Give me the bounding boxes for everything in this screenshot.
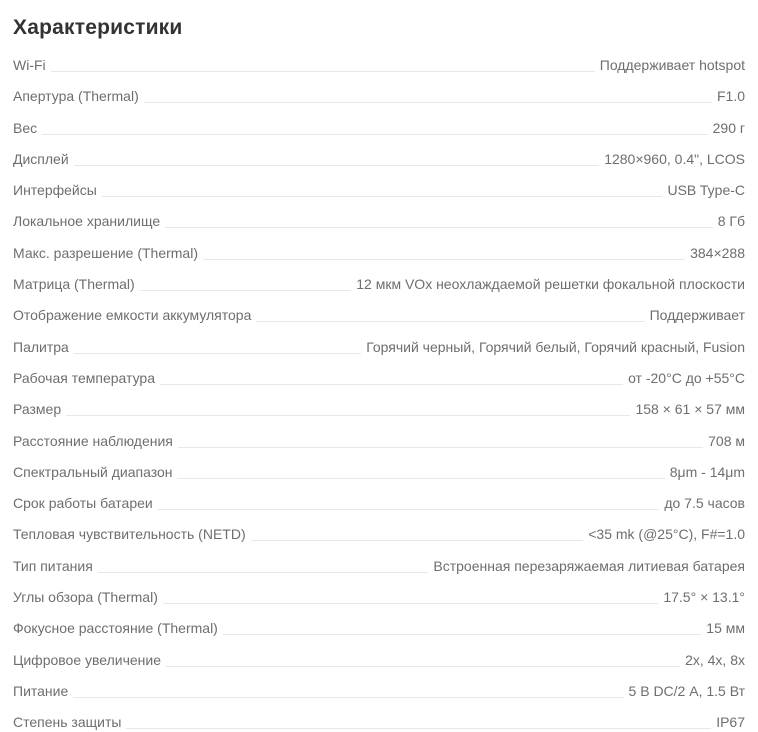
spec-row <box>13 488 745 519</box>
spec-row <box>13 707 745 732</box>
spec-label: Апертура (Thermal) <box>13 88 139 105</box>
spec-label: Тепловая чувствительность (NETD) <box>13 526 246 543</box>
spec-row <box>13 519 745 550</box>
spec-row <box>13 582 745 613</box>
spec-value: 15 мм <box>706 620 745 637</box>
spec-row <box>13 363 745 394</box>
spec-row <box>13 332 745 363</box>
spec-label: Рабочая температура <box>13 369 155 386</box>
spec-value: до 7.5 часов <box>664 495 745 512</box>
spec-value: 384×288 <box>690 244 745 261</box>
spec-row <box>13 613 745 644</box>
leader-line <box>98 572 429 573</box>
spec-label: Срок работы батареи <box>13 495 153 512</box>
spec-label: Размер <box>13 401 62 418</box>
spec-label: Вес <box>13 119 38 136</box>
spec-row <box>13 238 745 269</box>
spec-row <box>13 426 745 457</box>
spec-value: 290 г <box>712 119 745 136</box>
leader-line <box>163 603 658 604</box>
leader-line <box>160 384 623 385</box>
spec-row <box>13 551 745 582</box>
leader-line <box>144 102 712 103</box>
spec-table <box>13 50 745 732</box>
leader-line <box>251 540 584 541</box>
leader-line <box>74 165 600 166</box>
leader-line <box>51 71 595 72</box>
leader-line <box>203 259 685 260</box>
leader-line <box>126 728 711 729</box>
spec-value: USB Type-C <box>667 182 745 199</box>
leader-line <box>74 353 361 354</box>
leader-line <box>66 415 630 416</box>
spec-value: 12 мкм VOx неохлаждаемой решетки фокальной плоскости <box>356 276 745 293</box>
spec-row <box>13 113 745 144</box>
spec-value: 708 м <box>708 432 745 449</box>
spec-value: IP67 <box>716 714 745 731</box>
spec-row <box>13 394 745 425</box>
spec-label: Wi-Fi <box>13 57 46 73</box>
spec-label: Питание <box>13 682 69 699</box>
leader-line <box>223 634 701 635</box>
spec-label: Макс. разрешение (Thermal) <box>13 244 198 261</box>
leader-line <box>158 509 660 510</box>
spec-value: 5 В DC/2 А, 1.5 Вт <box>628 682 745 699</box>
section-title: Характеристики <box>13 16 183 39</box>
leader-line <box>178 447 703 448</box>
spec-row <box>13 50 745 81</box>
leader-line <box>165 227 713 228</box>
spec-value: 158 × 61 × 57 мм <box>635 401 745 418</box>
spec-value: Встроенная перезаряжаемая литиевая батарея <box>433 557 745 574</box>
spec-row <box>13 175 745 206</box>
spec-value: 1280×960, 0.4", LCOS <box>604 150 745 167</box>
spec-row <box>13 300 745 331</box>
spec-row <box>13 81 745 112</box>
leader-line <box>166 666 680 667</box>
spec-label: Интерфейсы <box>13 182 97 199</box>
spec-label: Расстояние наблюдения <box>13 432 173 449</box>
spec-value: F1.0 <box>716 88 745 105</box>
spec-row <box>13 269 745 300</box>
spec-value: Поддерживает <box>649 307 745 324</box>
spec-label: Фокусное расстояние (Thermal) <box>13 620 218 637</box>
spec-row <box>13 676 745 707</box>
spec-label: Степень защиты <box>13 714 122 731</box>
leader-line <box>140 290 352 291</box>
leader-line <box>256 321 644 322</box>
spec-value: от -20°C до +55°C <box>628 369 745 386</box>
spec-label: Матрица (Thermal) <box>13 276 135 293</box>
spec-value: 8μm - 14μm <box>669 463 745 480</box>
spec-label: Спектральный диапазон <box>13 463 173 480</box>
spec-value: 17.5° × 13.1° <box>663 589 745 606</box>
leader-line <box>177 478 664 479</box>
spec-value: Горячий черный, Горячий белый, Горячий красный, Fusion <box>366 338 745 355</box>
spec-value: 2x, 4x, 8x <box>685 651 745 668</box>
spec-label: Цифровое увеличение <box>13 651 162 668</box>
spec-label: Углы обзора (Thermal) <box>13 589 158 606</box>
spec-row <box>13 206 745 237</box>
spec-row <box>13 144 745 175</box>
spec-label: Дисплей <box>13 150 69 167</box>
spec-label: Тип питания <box>13 557 93 574</box>
spec-label: Локальное хранилище <box>13 213 161 230</box>
spec-value: 8 Гб <box>717 213 745 230</box>
spec-value: Поддерживает hotspot <box>599 57 745 73</box>
spec-label: Отображение емкости аккумулятора <box>13 307 252 324</box>
leader-line <box>42 134 708 135</box>
leader-line <box>73 697 623 698</box>
spec-row <box>13 457 745 488</box>
spec-value: <35 mk (@25°C), F#=1.0 <box>588 526 745 543</box>
spec-row <box>13 645 745 676</box>
spec-label: Палитра <box>13 338 69 355</box>
leader-line <box>102 196 663 197</box>
